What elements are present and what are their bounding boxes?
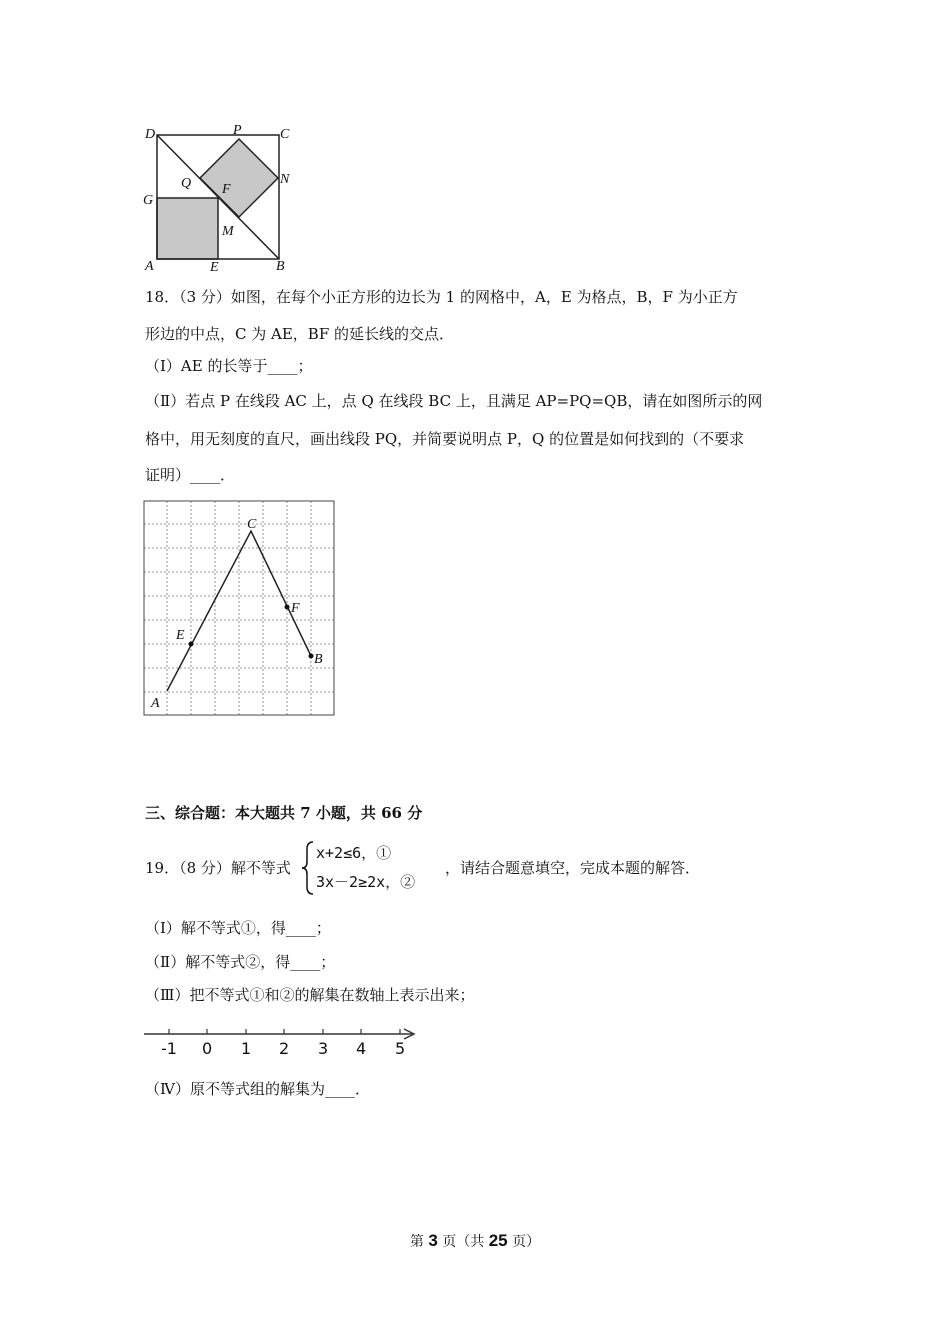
- tick-label-3: 3: [318, 1039, 329, 1058]
- label-C2: C: [247, 517, 257, 532]
- tick-label-neg1: -1: [161, 1039, 177, 1058]
- label-B: B: [276, 259, 285, 274]
- page-footer: [0, 1231, 950, 1251]
- tick-label-2: 2: [279, 1039, 290, 1058]
- tick-label-0: 0: [202, 1039, 213, 1058]
- figure-grid-diagram: [143, 500, 337, 718]
- inequality-1: x+2≤6，①: [316, 844, 392, 862]
- q19-prefix: 19．（8 分）解不等式: [145, 859, 291, 877]
- point-F: [285, 605, 290, 610]
- segment-acb: [167, 531, 311, 691]
- tick-label-4: 4: [356, 1039, 367, 1058]
- label-C: C: [280, 127, 290, 142]
- label-F: F: [222, 182, 231, 197]
- label-E2: E: [176, 628, 185, 643]
- tick-label-5: 5: [395, 1039, 406, 1058]
- footer-pre: 第: [409, 1234, 424, 1250]
- label-G: G: [143, 193, 154, 208]
- label-N: N: [280, 172, 290, 187]
- footer-post: 页）: [512, 1234, 541, 1250]
- q18-line1: 18．（3 分）如图，在每个小正方形的边长为 1 的网格中，A，E 为格点，B，F 为小正方: [145, 288, 738, 306]
- q18-line2: 形边的中点，C 为 AE，BF 的延长线的交点．: [145, 325, 454, 343]
- point-B: [309, 654, 314, 659]
- q19-part2: （Ⅱ）解不等式②，得____；: [145, 953, 336, 971]
- section-title: 三、综合题：本大题共 7 小题，共 66 分: [145, 804, 423, 822]
- label-Q: Q: [181, 176, 192, 191]
- label-F2: F: [291, 601, 300, 616]
- q18-part2-line1: （Ⅱ）若点 P 在线段 AC 上，点 Q 在线段 BC 上，且满足 AP=PQ=QB，请在如图所示的网: [145, 392, 763, 410]
- number-line: [140, 1020, 425, 1060]
- label-M: M: [222, 224, 234, 239]
- label-A2: A: [151, 696, 160, 711]
- footer-total-pages: 25: [488, 1231, 508, 1250]
- figure-square-diagram: [140, 120, 300, 280]
- shaded-square-left: [157, 198, 218, 259]
- tick-label-1: 1: [241, 1039, 252, 1058]
- q18-part1: （Ⅰ）AE 的长等于____；: [145, 357, 313, 375]
- q19-part3: （Ⅲ）把不等式①和②的解集在数轴上表示出来；: [145, 986, 475, 1004]
- system-brace: [301, 840, 315, 896]
- label-P: P: [233, 123, 242, 138]
- footer-page-number: 3: [428, 1231, 438, 1250]
- label-D: D: [145, 127, 156, 142]
- q18-part2-line3: 证明）____．: [145, 466, 236, 484]
- q19-part1: （Ⅰ）解不等式①，得____；: [145, 919, 331, 937]
- label-E: E: [210, 260, 219, 275]
- label-B2: B: [314, 652, 323, 667]
- q18-part2-line2: 格中，用无刻度的直尺，画出线段 PQ，并简要说明点 P，Q 的位置是如何找到的（不要求: [145, 430, 745, 448]
- grid-lines: [144, 501, 334, 715]
- q19-suffix: ，请结合题意填空，完成本题的解答．: [445, 859, 701, 877]
- q19-part4: （Ⅳ）原不等式组的解集为____．: [145, 1080, 370, 1098]
- inequality-2: 3x－2≥2x，②: [316, 873, 416, 891]
- point-E: [189, 642, 194, 647]
- label-A: A: [145, 259, 154, 274]
- footer-mid: 页（共: [442, 1234, 485, 1250]
